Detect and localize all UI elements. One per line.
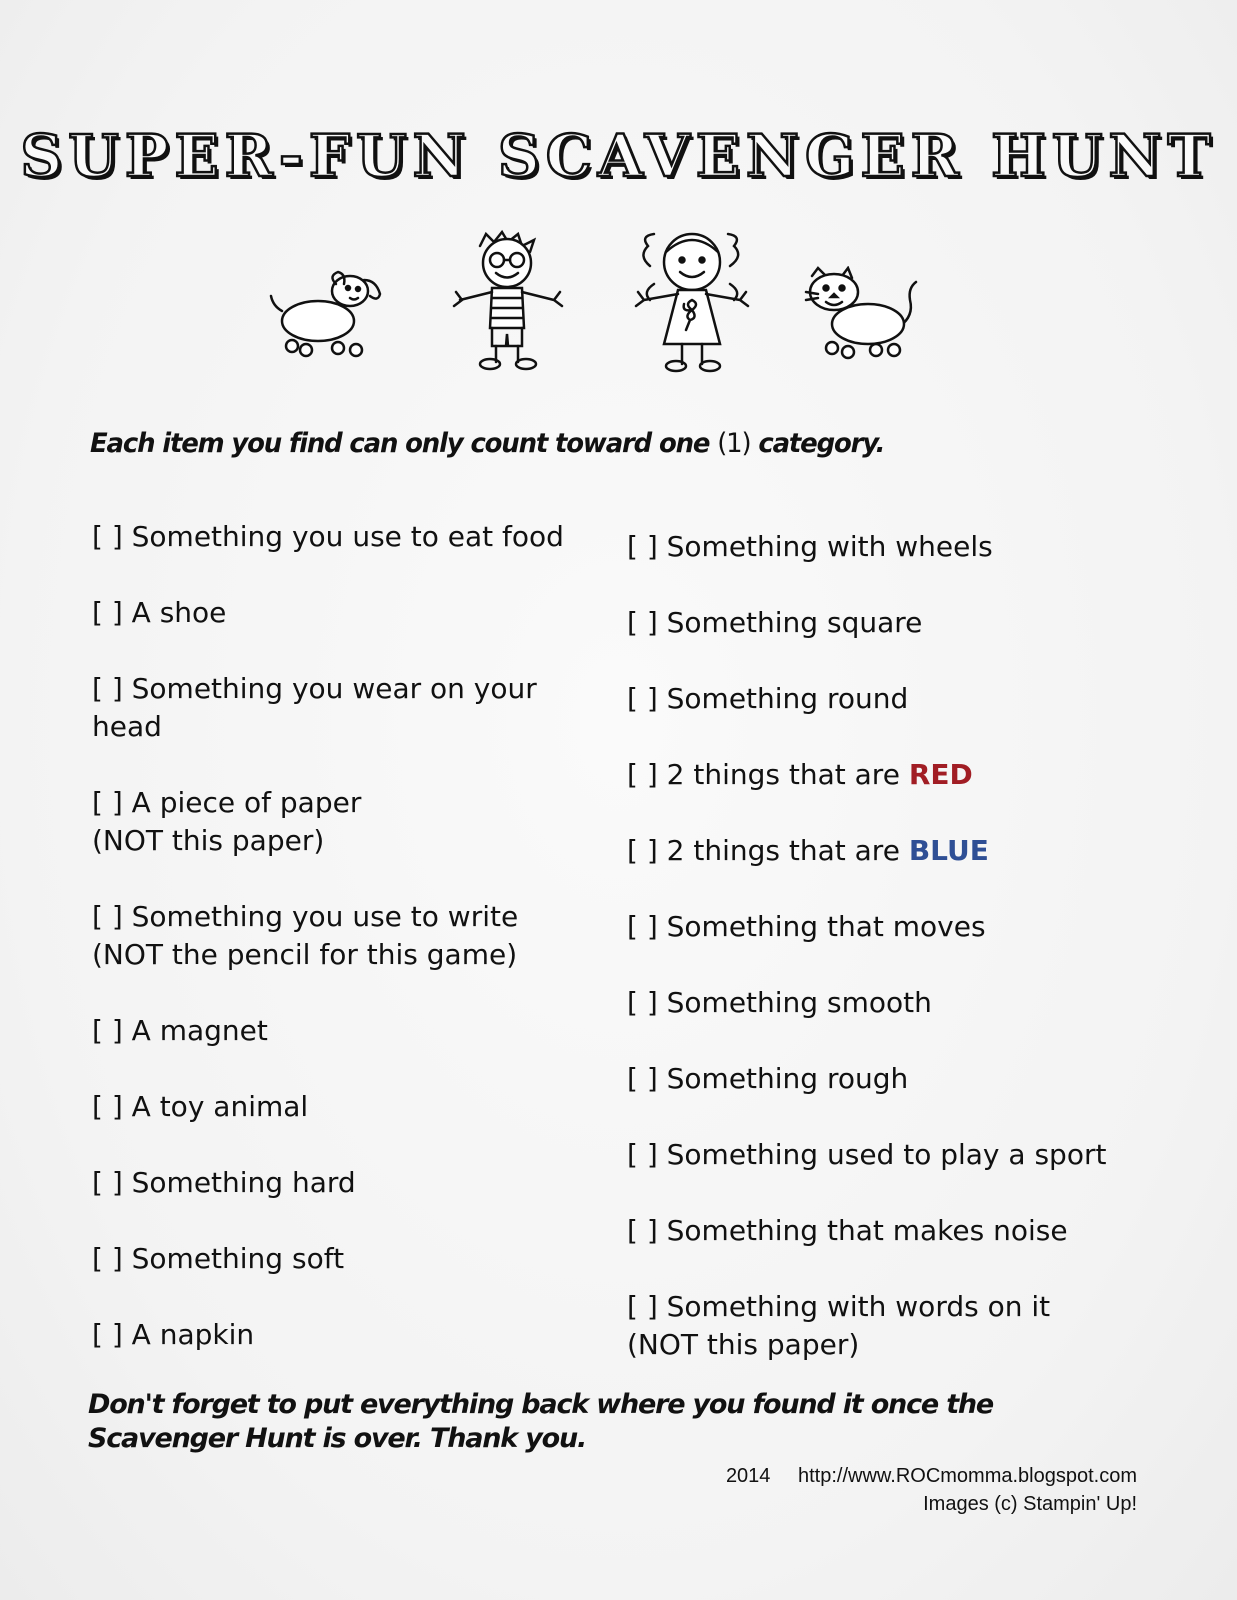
checklist-item[interactable]: [ ] Something used to play a sport [627,1138,1107,1171]
checklist-item[interactable]: [ ] Something you use to eat food [92,520,564,553]
footer [726,1462,1137,1518]
left-checklist [92,518,612,1392]
checklist-item[interactable]: [ ] Something that makes noise [627,1214,1068,1247]
checklist-item[interactable]: [ ] Something round [627,682,909,715]
blue-word: BLUE [908,834,989,867]
item-text: [ ] 2 things that are [627,834,900,867]
instructions-number: (1) [717,428,751,459]
cat-illustration [802,266,922,361]
footer-url[interactable]: http://www.ROCmomma.blogspot.com [798,1465,1137,1487]
checklist-item[interactable]: [ ] Something square [627,606,923,639]
footer-credit: Images (c) Stampin' Up! [923,1493,1137,1515]
checklist-item[interactable]: [ ] A magnet [92,1014,268,1047]
checklist-item-blue[interactable] [627,832,1187,870]
checklist-item[interactable]: [ ] A shoe [92,596,227,629]
closing-note: Don't forget to put everything back where you found it once the Scavenger Hunt is over. Thank you. [88,1389,994,1454]
checklist-item[interactable]: [ ] Something with wheels [627,530,993,563]
checklist-item[interactable]: [ ] A napkin [92,1318,255,1351]
checklist-item[interactable]: [ ] Something rough [627,1062,909,1095]
checklist-item-red[interactable] [627,756,1187,794]
page-title: SUPER-FUN SCAVENGER HUNT [20,122,1217,190]
instructions-text-end: category. [758,428,885,459]
checklist-item[interactable]: [ ] A toy animal [92,1090,309,1123]
footer-year: 2014 [725,1465,771,1487]
girl-illustration [630,226,755,376]
checklist-item[interactable]: [ ] Something that moves [627,910,986,943]
right-checklist [627,528,1187,1364]
checklist-item[interactable]: [ ] Something smooth [627,986,932,1019]
checklist-item-words[interactable] [627,1288,1187,1364]
item-text: [ ] Something with words on it [627,1290,1051,1323]
item-text: [ ] 2 things that are [627,758,900,791]
item-text-note: (NOT this paper) [627,1328,860,1361]
checklist-item[interactable]: [ ] Something soft [92,1242,345,1275]
checklist-item[interactable]: [ ] A piece of paper (NOT this paper) [92,786,362,857]
checklist-item[interactable]: [ ] Something you use to write (NOT the pencil for this game) [92,900,519,971]
red-word: RED [908,758,973,791]
dog-illustration [268,266,393,361]
instructions [90,428,884,459]
instructions-text: Each item you find can only count toward one [90,428,710,459]
checklist-item[interactable]: [ ] Something hard [92,1166,356,1199]
checklist-item[interactable]: [ ] Something you wear on your head [92,672,537,743]
boy-illustration [450,228,565,373]
